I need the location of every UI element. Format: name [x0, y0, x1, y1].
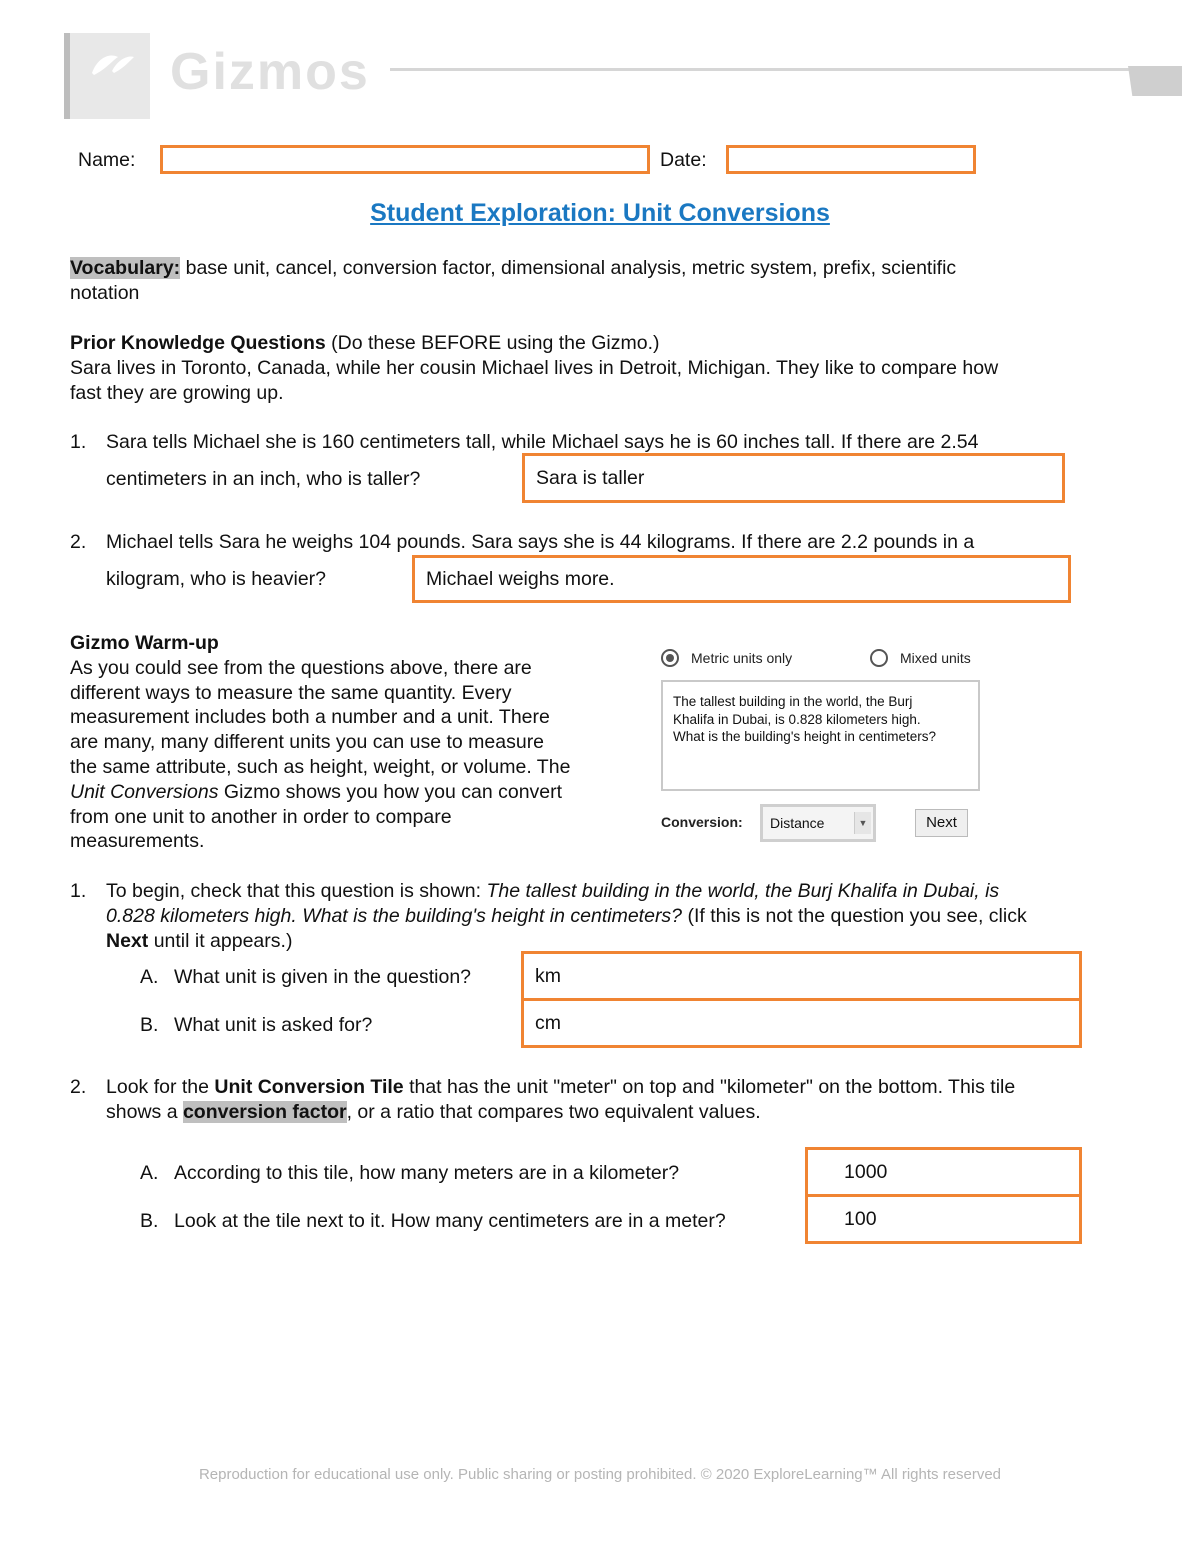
- pk-question-2-text: Michael tells Sara he weighs 104 pounds. Sara says she is 44 kilograms. If there are 2.2 pounds in a: [106, 531, 975, 553]
- warmup-line: As you could see from the questions above, there are: [70, 656, 532, 679]
- pk-question-2-number: 2.: [70, 531, 87, 553]
- pk-answer-2[interactable]: Michael weighs more.: [412, 555, 1071, 603]
- q2-sub-a-text: According to this tile, how many meters are in a kilometer?: [174, 1162, 680, 1184]
- warmup-line: the same attribute, such as height, weight, or volume. The: [70, 755, 571, 778]
- q2-text-cont: that has the unit "meter" on top and "kilometer" on the bottom. This tile: [403, 1076, 1016, 1098]
- gizmo-question-line: What is the building's height in centimeters?: [673, 729, 936, 745]
- radio-mixed-units-label: Mixed units: [900, 650, 971, 666]
- pk-answer-1[interactable]: Sara is taller: [522, 453, 1065, 503]
- gizmos-leaf-icon: [88, 47, 138, 83]
- q1-sub-a-text: What unit is given in the question?: [174, 966, 472, 988]
- next-button[interactable]: Next: [915, 809, 968, 837]
- chevron-down-icon[interactable]: ▼: [854, 812, 871, 834]
- warmup-line: from one unit to another in order to compare: [70, 805, 452, 828]
- q2-line2: shows a: [106, 1100, 183, 1123]
- name-label: Name:: [78, 149, 136, 171]
- q1-italic-question: The tallest building in the world, the Burj Khalifa in Dubai, is: [486, 880, 1000, 902]
- warmup-line: Gizmo shows you how you can convert: [218, 780, 563, 803]
- radio-metric-units-label: Metric units only: [691, 650, 793, 666]
- q2-sub-b-text: Look at the tile next to it. How many centimeters are in a meter?: [174, 1210, 726, 1232]
- q1-sub-b-text: What unit is asked for?: [174, 1014, 373, 1036]
- q1-answer-b[interactable]: cm: [521, 998, 1082, 1048]
- header-tab-decoration: [1128, 66, 1182, 96]
- gizmo-name: Unit Conversions: [70, 780, 219, 803]
- conversion-select-value: Distance: [770, 815, 825, 831]
- brand-wordmark: Gizmos: [170, 43, 370, 101]
- q2-text: Look for the: [106, 1076, 215, 1098]
- pk-question-1-number: 1.: [70, 431, 87, 453]
- date-label: Date:: [660, 149, 707, 171]
- warmup-question-2-number: 2.: [70, 1076, 87, 1098]
- vocabulary: [70, 256, 1150, 306]
- q2-sub-b-letter: B.: [140, 1210, 159, 1232]
- prior-knowledge-heading: Prior Knowledge Questions: [70, 332, 326, 354]
- q1-instruction-tail: until it appears.): [148, 929, 293, 952]
- prior-knowledge-intro: Sara lives in Toronto, Canada, while her cousin Michael lives in Detroit, Michigan. They like to compare how: [70, 356, 999, 379]
- q2-bold-term: Unit Conversion Tile: [214, 1076, 404, 1098]
- pk-question-2-text-cont: kilogram, who is heavier?: [106, 568, 327, 590]
- radio-mixed-units[interactable]: [870, 649, 888, 667]
- q2-sub-a-letter: A.: [140, 1162, 159, 1184]
- radio-metric-units[interactable]: [661, 649, 679, 667]
- conversion-select[interactable]: [760, 804, 876, 842]
- conversion-label: Conversion:: [661, 814, 743, 830]
- gizmo-question-box: [661, 680, 980, 791]
- header-divider: [390, 68, 1130, 71]
- q2-answer-a[interactable]: 1000: [805, 1147, 1082, 1197]
- warmup-heading: Gizmo Warm-up: [70, 632, 219, 654]
- prior-knowledge-intro-cont: fast they are growing up.: [70, 381, 284, 404]
- pk-question-1-text-cont: centimeters in an inch, who is taller?: [106, 468, 421, 490]
- q1-next-keyword: Next: [106, 929, 149, 952]
- page-title: Student Exploration: Unit Conversions: [370, 199, 830, 227]
- vocabulary-terms: base unit, cancel, conversion factor, dimensional analysis, metric system, prefix, scientific: [180, 257, 957, 279]
- date-field[interactable]: [726, 145, 976, 174]
- gizmos-logo: [64, 33, 150, 119]
- q2-line2-cont: , or a ratio that compares two equivalent values.: [346, 1100, 761, 1123]
- warmup-line: different ways to measure the same quantity. Every: [70, 681, 512, 704]
- q2-highlighted-term: conversion factor: [182, 1100, 347, 1123]
- warmup-question-1-text: [106, 879, 1166, 953]
- warmup-line: measurements.: [70, 830, 205, 853]
- q1-sub-a-letter: A.: [140, 966, 159, 988]
- gizmo-question-line: Khalifa in Dubai, is 0.828 kilometers high.: [673, 711, 921, 727]
- q1-prefix: To begin, check that this question is shown:: [106, 880, 487, 902]
- pk-question-1-text: Sara tells Michael she is 160 centimeters tall, while Michael says he is 60 inches tall. If there are 2.54: [106, 431, 979, 453]
- gizmo-question-line: The tallest building in the world, the Burj: [673, 694, 913, 709]
- warmup-question-1-number: 1.: [70, 880, 87, 902]
- footer-copyright: Reproduction for educational use only. Public sharing or posting prohibited. © 2020 ExploreLearning™ All rights reserved: [198, 1466, 1002, 1483]
- prior-knowledge-section: [70, 331, 1160, 405]
- name-field[interactable]: [160, 145, 650, 174]
- q1-instruction: (If this is not the question you see, click: [682, 904, 1027, 927]
- warmup-question-2-text: [106, 1075, 1166, 1125]
- q1-italic-question-cont: 0.828 kilometers high. What is the building's height in centimeters?: [106, 904, 683, 927]
- warmup-line: measurement includes both a number and a unit. There: [70, 706, 550, 729]
- vocabulary-terms-cont: notation: [70, 281, 140, 304]
- warmup-section: [70, 631, 630, 854]
- q2-answer-b[interactable]: 100: [805, 1194, 1082, 1244]
- vocabulary-label: Vocabulary:: [70, 257, 181, 279]
- q1-answer-a[interactable]: km: [521, 951, 1082, 1001]
- warmup-line: are many, many different units you can use to measure: [70, 731, 545, 754]
- prior-knowledge-note: (Do these BEFORE using the Gizmo.): [325, 332, 660, 354]
- q1-sub-b-letter: B.: [140, 1014, 159, 1036]
